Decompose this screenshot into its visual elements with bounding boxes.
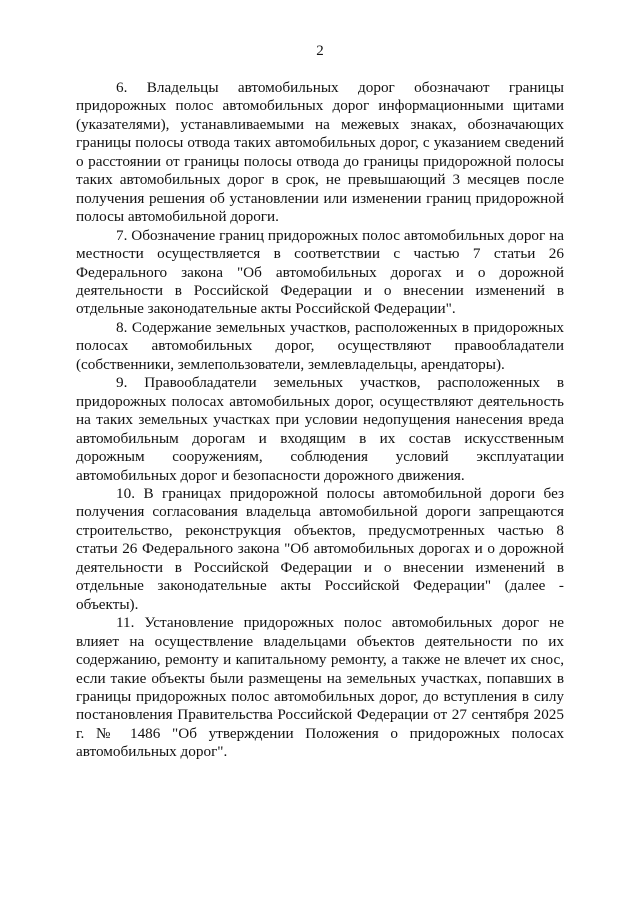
page-number: 2 — [316, 43, 324, 59]
paragraph-7: 7. Обозначение границ придорожных полос автомобильных дорог на местности осуществляется в соответствии с частью 7 статьи 26 Федерального закона "Об автомобильных дорогах и о дорожной деятельности в Российской Федерации и о внесении изменений в отдельные законодательные акты Российской Федерации". — [76, 226, 564, 318]
paragraph-6: 6. Владельцы автомобильных дорог обозначают границы придорожных полос автомобильных дорог информационными щитами (указателями), устанавливаемыми на межевых знаках, обозначающих границы полосы отвода таких автомобильных дорог, с указанием сведений о расстоянии от границы полосы отвода до границы придорожной полосы таких автомобильных дорог в срок, не превышающий 3 месяцев после получения решения об установлении или изменении границ придорожной полосы автомобильной дороги. — [76, 79, 564, 226]
document-body — [76, 79, 564, 762]
paragraph-11: 11. Установление придорожных полос автомобильных дорог не влияет на осуществление владельцами объектов деятельности по их содержанию, ремонту и капитальному ремонту, а также не влечет их снос, если такие объекты были размещены на земельных участках, попавших в границы придорожных полос автомобильных дорог, до вступления в силу постановления Правительства Российской Федерации от 27 сентября 2025 г. № 1486 "Об утверждении Положения о придорожных полосах автомобильных дорог". — [76, 614, 564, 761]
paragraph-8: 8. Содержание земельных участков, расположенных в придорожных полосах автомобильных дорог, осуществляют правообладатели (собственники, землепользователи, землевладельцы, арендаторы). — [76, 318, 564, 373]
paragraph-10: 10. В границах придорожной полосы автомобильной дороги без получения согласования владельца автомобильной дороги запрещаются строительство, реконструкция объектов, предусмотренных частью 8 статьи 26 Федерального закона "Об автомобильных дорогах и о дорожной деятельности в Российской Федерации и о внесении изменений в отдельные законодательные акты Российской Федерации" (далее - объекты). — [76, 484, 564, 613]
paragraph-9: 9. Правообладатели земельных участков, расположенных в придорожных полосах автомобильных дорог, осуществляют деятельность на таких земельных участках при условии недопущения нанесения вреда автомобильным дорогам и входящим в их состав искусственным дорожным сооружениям, соблюдения условий эксплуатации автомобильных дорог и безопасности дорожного движения. — [76, 374, 564, 484]
